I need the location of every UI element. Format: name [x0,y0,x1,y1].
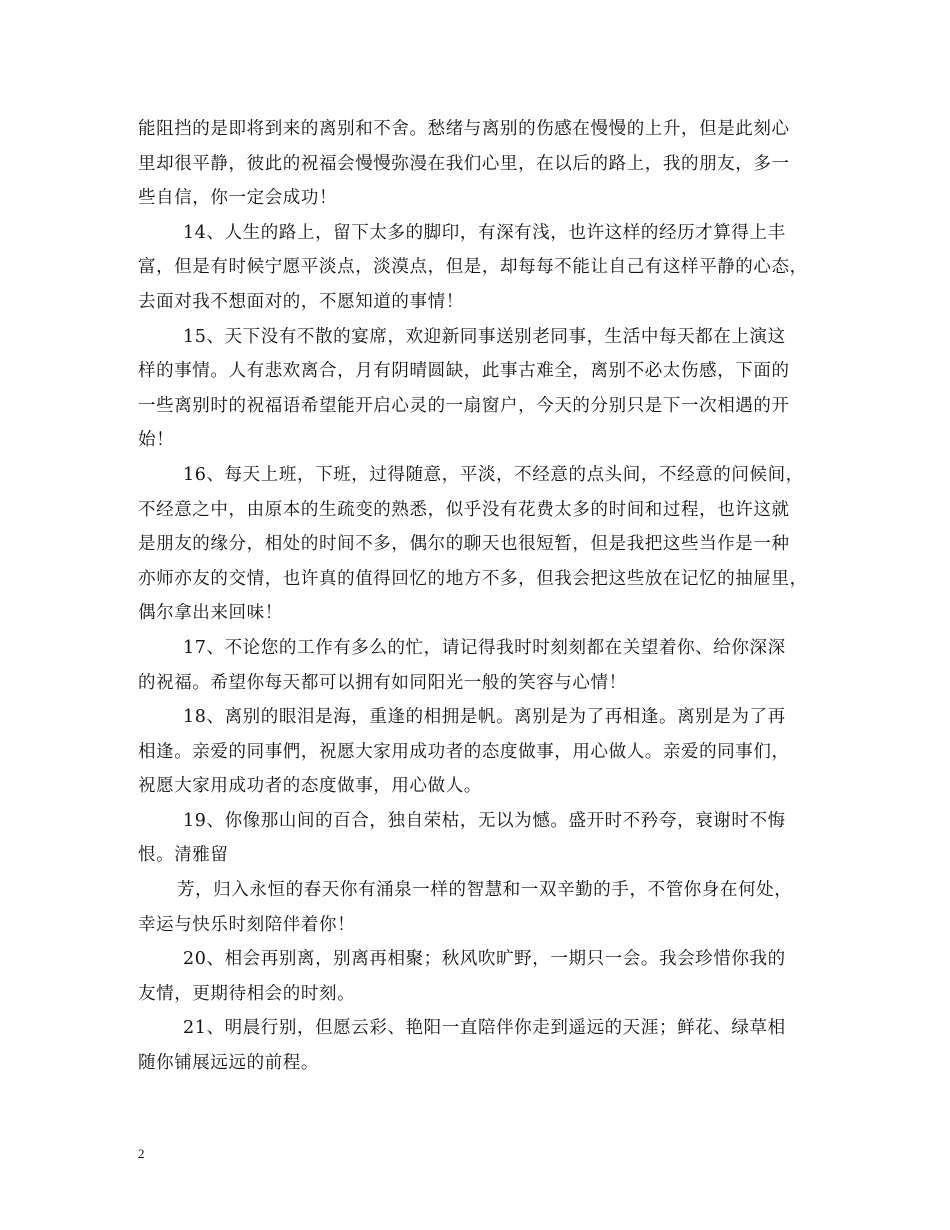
text-line: 相逢。亲爱的同事們，祝愿大家用成功者的态度做事，用心做人。亲爱的同事们， [138,741,790,762]
document-body [138,112,818,1081]
text-line: 能阻挡的是即将到来的离别和不舍。愁绪与离别的伤感在慢慢的上升，但是此刻心 [138,119,790,139]
text-line: 富，但是有时候宁愿平淡点，淡漠点，但是，却每每不能让自己有这样平静的心态， [138,257,808,278]
text-line: 一些离别时的祝福语希望能开启心灵的一扇窗户，今天的分别只是下一次相遇的开 [138,395,790,416]
paragraph-18-start: 18、离别的眼泪是海，重逢的相拥是帆。离别是为了再相逢。离别是为了再 [183,707,786,728]
text-line: 友情，更期待相会的时刻。 [138,983,356,1004]
paragraph-17-start: 17、不论您的工作有多么的忙，请记得我时时刻刻都在关望着你、给你深深 [183,637,786,658]
page-number: 2 [138,1146,145,1161]
paragraph-16-start: 16、每天上班，下班，过得随意，平淡，不经意的点头间，不经意的问候间， [183,464,804,485]
paragraph-14-start: 14、人生的路上，留下太多的脚印，有深有浅，也许这样的经历才算得上丰 [183,222,786,243]
text-line: 去面对我不想面对的，不愿知道的事情！ [138,291,464,312]
paragraph-21-start: 21、明晨行别，但愿云彩、艳阳一直陪伴你走到遥远的天涯；鲜花、绿草相 [183,1018,786,1039]
text-line: 祝愿大家用成功者的态度做事，用心做人。 [138,776,482,797]
text-line: 幸运与快乐时刻陪伴着你！ [138,914,356,935]
text-line: 是朋友的缘分，相处的时间不多，偶尔的聊天也很短暂，但是我把这些当作是一种 [138,534,790,555]
paragraph-19-start: 19、你像那山间的百合，独自荣枯，无以为憾。盛开时不矜夸，衰谢时不悔 [183,810,786,831]
text-line: 亦师亦友的交情，也许真的值得回忆的地方不多，但我会把这些放在记忆的抽屉里， [138,568,808,589]
text-line: 始！ [138,430,175,451]
text-line: 随你铺展远远的前程。 [138,1053,319,1074]
text-line: 样的事情。人有悲欢离合，月有阴晴圆缺，此事古难全，离别不必太伤感，下面的 [138,361,790,382]
text-line: 的祝福。希望你每天都可以拥有如同阳光一般的笑容与心情！ [138,672,627,693]
paragraph-20-start: 20、相会再别离，别离再相聚；秋风吹旷野，一期只一会。我会珍惜你我的 [183,949,786,970]
text-line: 不经意之中，由原本的生疏变的熟悉，似乎没有花费太多的时间和过程，也许这就 [138,499,790,520]
text-line: 偶尔拿出来回味！ [138,603,283,624]
paragraph-15-start: 15、天下没有不散的宴席，欢迎新同事送别老同事，生活中每天都在上演这 [183,326,786,347]
text-line: 里却很平静，彼此的祝福会慢慢弥漫在我们心里，在以后的路上，我的朋友，多一 [138,153,790,174]
text-line: 芳，归入永恒的春天你有涌泉一样的智慧和一双辛勤的手，不管你身在何处， [177,880,793,901]
text-line: 些自信，你一定会成功！ [138,188,338,209]
text-line: 恨。清雅留 [138,845,229,866]
